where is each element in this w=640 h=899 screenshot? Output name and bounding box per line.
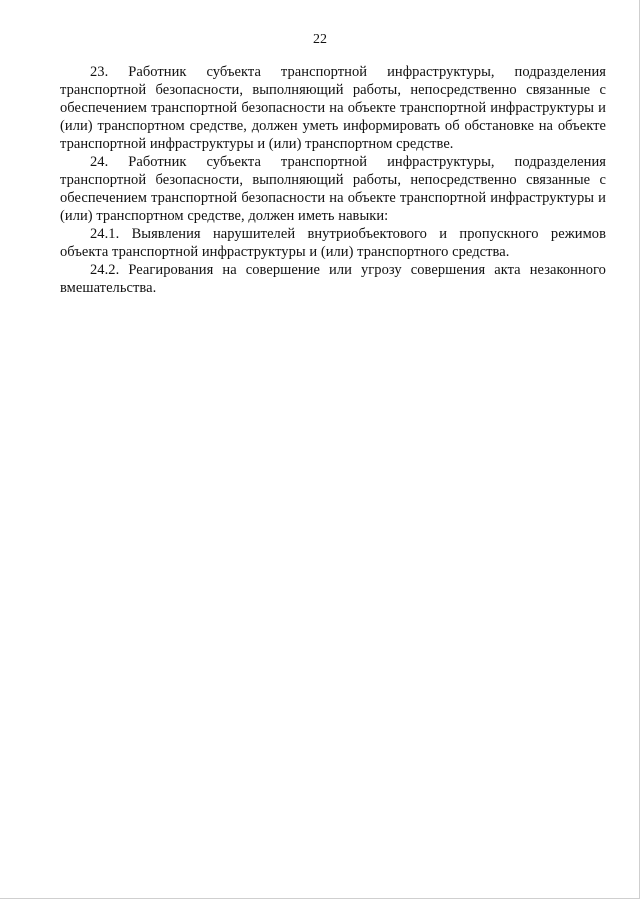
paragraph-24-1: 24.1. Выявления нарушителей внутриобъектового и пропускного режимов объекта транспортной инфраструктуры и (или) транспортного средства. <box>60 226 606 260</box>
page-number: 22 <box>313 32 327 47</box>
paragraph-23: 23. Работник субъекта транспортной инфраструктуры, подразделения транспортной безопасности, выполняющий работы, непосредственно связанные с обеспечением транспортной безопасности на объекте транспортной инфраструктуры и (или) транспортном средстве, должен уметь информировать об обстановке на объекте транспортной инфраструктуры и (или) транспортном средстве. <box>60 64 606 152</box>
document-body <box>60 63 606 297</box>
paragraph-24-2: 24.2. Реагирования на совершение или угрозу совершения акта незаконного вмешательства. <box>60 262 606 296</box>
paragraph-24: 24. Работник субъекта транспортной инфраструктуры, подразделения транспортной безопасности, выполняющий работы, непосредственно связанные с обеспечением транспортной безопасности на объекте транспортной инфраструктуры и (или) транспортном средстве, должен иметь навыки: <box>60 154 606 224</box>
